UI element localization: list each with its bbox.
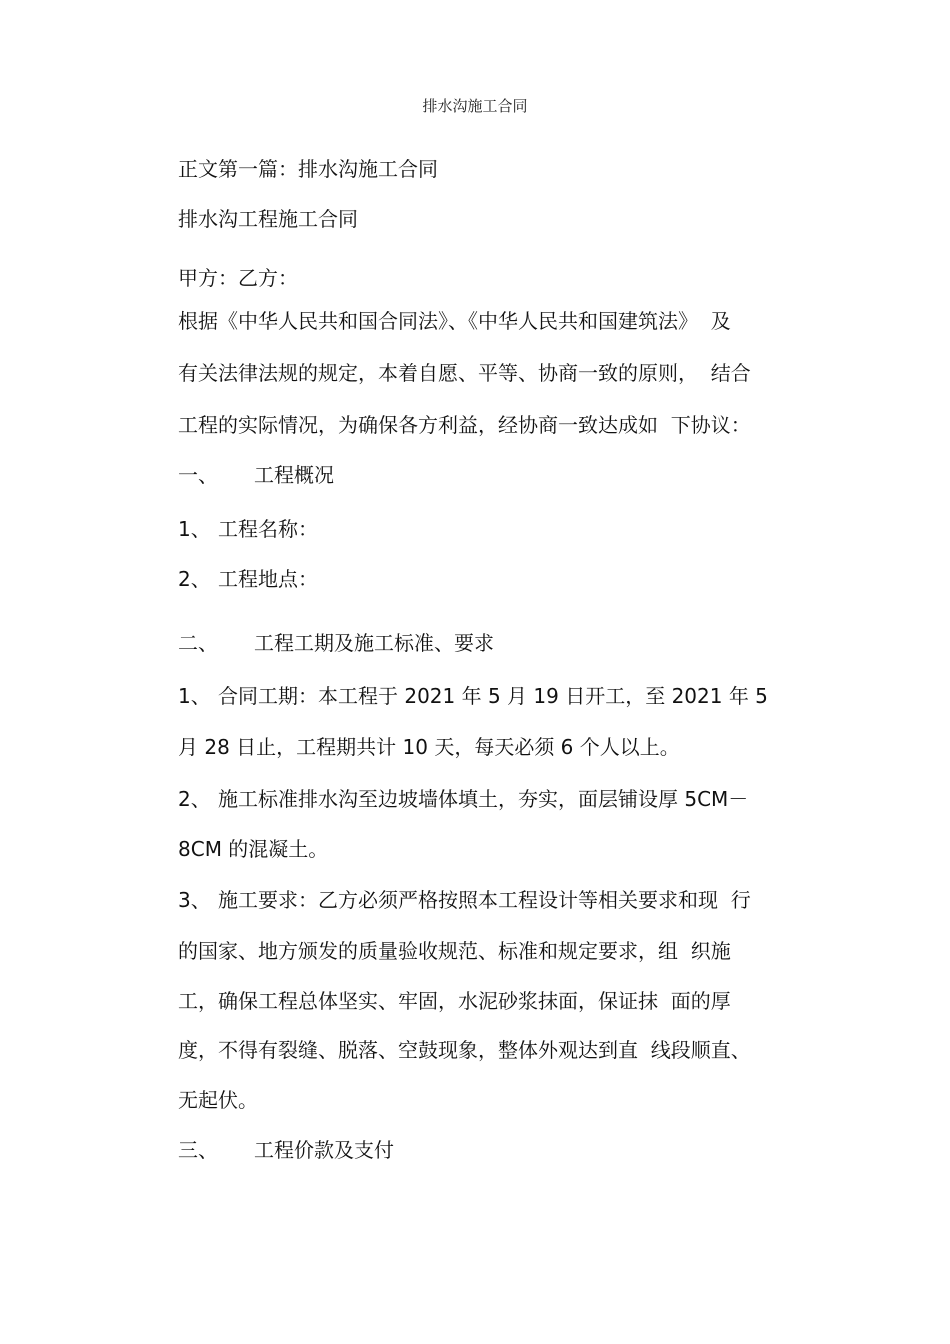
item-text: 施工标准排水沟至边坡墙体填土，夯实，面层铺设厚 5CM－ — [218, 787, 749, 811]
item-text-continued: 工，确保工程总体坚实、牢固，水泥砂浆抹面，保证抹 面的厚 — [178, 989, 731, 1013]
item-text: 工程名称： — [218, 517, 318, 541]
item-text-continued: 月 28 日止，工程期共计 10 天，每天必须 6 个人以上。 — [178, 735, 680, 759]
intro-line: 根据《中华人民共和国合同法》、《中华人民共和国建筑法》 及 — [178, 309, 731, 333]
section-number: 二、 — [178, 631, 218, 655]
item-text: 工程地点： — [218, 567, 318, 591]
item-number: 2、 — [178, 567, 211, 591]
item-text-continued: 无起伏。 — [178, 1088, 258, 1112]
item-number: 3、 — [178, 888, 211, 912]
item-text-continued: 度，不得有裂缝、脱落、空鼓现象，整体外观达到直 线段顺直、 — [178, 1038, 751, 1062]
contract-title: 排水沟工程施工合同 — [178, 207, 358, 231]
item-text-continued: 的国家、地方颁发的质量验收规范、标准和规定要求，组 织施 — [178, 939, 731, 963]
intro-line: 工程的实际情况，为确保各方利益，经协商一致达成如 下协议： — [178, 413, 751, 437]
section-number: 三、 — [178, 1138, 218, 1162]
item-number: 2、 — [178, 787, 211, 811]
page-header-title: 排水沟施工合同 — [422, 97, 528, 115]
section-title: 工程概况 — [254, 463, 334, 487]
item-text: 合同工期：本工程于 2021 年 5 月 19 日开工，至 2021 年 5 — [218, 684, 768, 708]
item-number: 1、 — [178, 517, 211, 541]
item-number: 1、 — [178, 684, 211, 708]
section-title: 工程工期及施工标准、要求 — [254, 631, 494, 655]
section-title: 工程价款及支付 — [254, 1138, 394, 1162]
intro-line: 有关法律法规的规定，本着自愿、平等、协商一致的原则， 结合 — [178, 361, 751, 385]
parties-line: 甲方：乙方： — [178, 266, 298, 290]
item-text: 施工要求：乙方必须严格按照本工程设计等相关要求和现 行 — [218, 888, 751, 912]
item-text-continued: 8CM 的混凝土。 — [178, 837, 329, 861]
section-number: 一、 — [178, 463, 218, 487]
chapter-title: 正文第一篇：排水沟施工合同 — [178, 157, 438, 181]
